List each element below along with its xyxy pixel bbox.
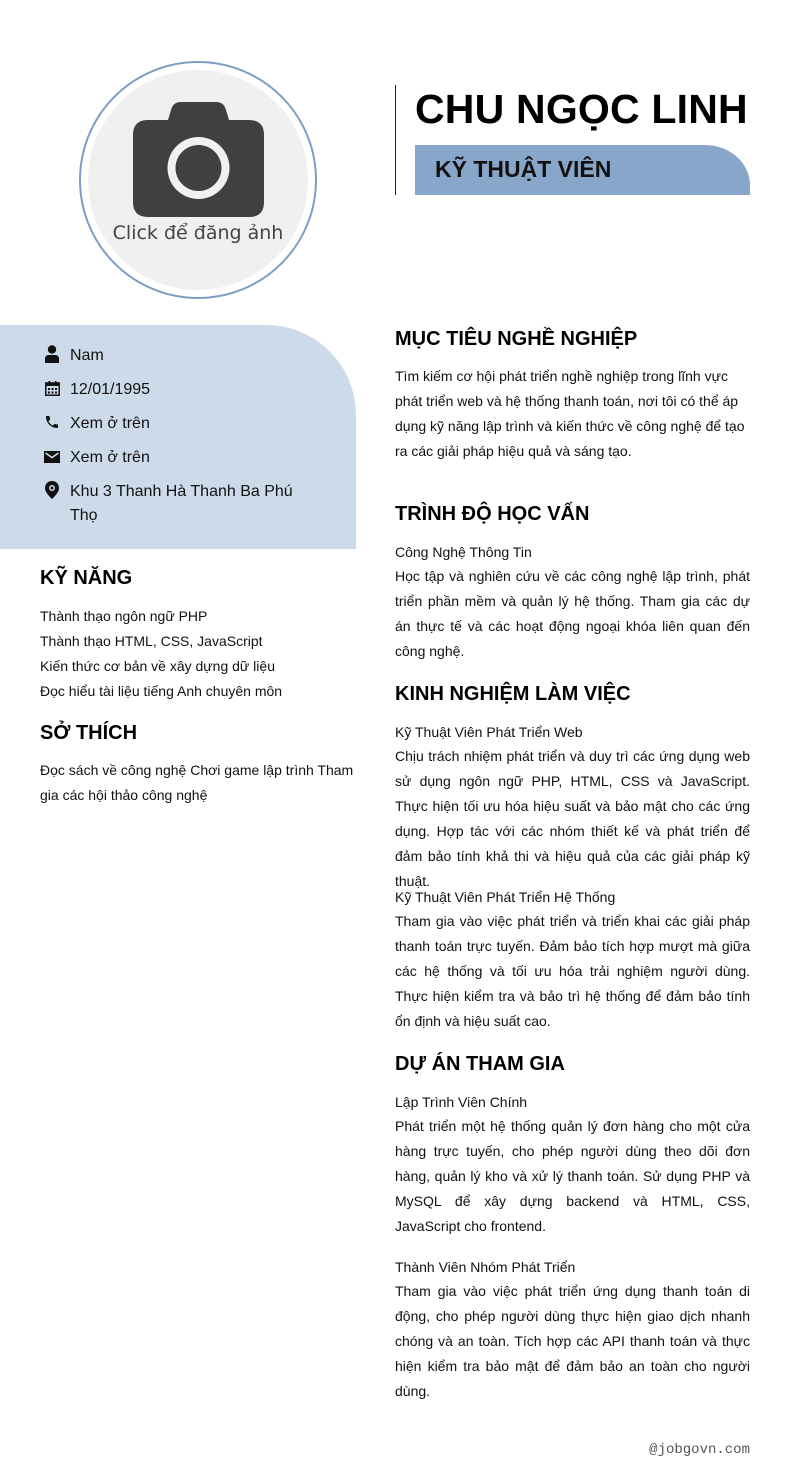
experience-position: Kỹ Thuật Viên Phát Triển Hệ Thống [395, 889, 616, 905]
skills-title: KỸ NĂNG [40, 567, 133, 589]
education-title: TRÌNH ĐỘ HỌC VẤN [395, 503, 590, 525]
objective-title: MỤC TIÊU NGHỀ NGHIỆP [395, 328, 638, 350]
experience-position: Kỹ Thuật Viên Phát Triển Web [395, 724, 583, 740]
person-icon [42, 344, 62, 364]
project-role: Lập Trình Viên Chính [395, 1094, 528, 1110]
education-major: Công Nghệ Thông Tin [395, 544, 532, 560]
projects-title: DỰ ÁN THAM GIA [395, 1053, 565, 1075]
email-value: Xem ở trên [70, 449, 150, 466]
skill-item: Kiến thức cơ bản về xây dựng dữ liệu [40, 658, 275, 674]
job-title: KỸ THUẬT VIÊN [435, 156, 612, 182]
candidate-name: CHU NGỌC LINH [415, 86, 748, 132]
skill-item: Đọc hiểu tài liệu tiếng Anh chuyên môn [40, 683, 283, 699]
job-title-band [415, 145, 750, 195]
hobbies-text: Đọc sách về công nghệ Chơi game lập trình Tham gia các hội thảo công nghệ [40, 762, 354, 803]
objective-text: Tìm kiếm cơ hội phát triển nghề nghiệp trong lĩnh vực phát triển web và hệ thống thanh toán, nơi tôi có thể áp dụng kỹ năng lập trình và kiến thức về công nghệ để tạo ra các giải pháp hiệu quả và sáng tạo. [395, 368, 745, 459]
experience-text: Tham gia vào việc phát triển và triển khai các giải pháp thanh toán trực tuyến. Đảm bảo tích hợp mượt mà giữa các hệ thống và tối ưu hóa trải nghiệm người dùng. Thực hiện kiểm tra và bảo trì hệ thống để đảm bảo tính ổn định và hiệu suất cao. [395, 913, 750, 1029]
info-address [42, 480, 310, 528]
education-text: Học tập và nghiên cứu về các công nghệ lập trình, phát triển phần mềm và quản lý hệ thống. Tham gia các dự án thực tế và các hoạt động ngoại khóa liên quan đến công nghệ. [395, 568, 750, 659]
gender-value: Nam [70, 347, 104, 364]
hobbies-title: SỞ THÍCH [40, 722, 138, 744]
email-icon [42, 446, 62, 466]
location-pin-icon [42, 480, 62, 500]
camera-icon [133, 102, 264, 217]
info-birthdate [42, 378, 310, 402]
skill-item: Thành thạo ngôn ngữ PHP [40, 608, 208, 624]
phone-value: Xem ở trên [70, 415, 150, 432]
experience-text: Chịu trách nhiệm phát triển và duy trì các ứng dụng web sử dụng ngôn ngữ PHP, HTML, CSS và JavaScript. Thực hiện tối ưu hóa hiệu suất và bảo mật cho các ứng dụng. Hợp tác với các nhóm thiết kế và phát triển để đảm bảo tính khả thi và hiệu quả của các giải pháp kỹ thuật. [395, 748, 750, 889]
avatar-caption[interactable]: Click để đăng ảnh [112, 222, 284, 244]
birthdate-value: 12/01/1995 [70, 381, 151, 398]
skill-item: Thành thạo HTML, CSS, JavaScript [40, 633, 263, 649]
info-gender [42, 344, 310, 368]
project-text: Tham gia vào việc phát triển ứng dụng thanh toán di động, cho phép người dùng thực hiện giao dịch nhanh chóng và an toàn. Tích hợp các API thanh toán và thực hiện kiểm tra bảo mật để đảm bảo an toàn cho người dùng. [395, 1283, 750, 1399]
project-role: Thành Viên Nhóm Phát Triển [395, 1259, 576, 1275]
info-phone [42, 412, 310, 436]
avatar-placeholder[interactable] [88, 70, 308, 290]
watermark: @jobgovn.com [649, 1442, 750, 1458]
address-value: Khu 3 Thanh Hà Thanh Ba Phú Thọ [70, 483, 293, 524]
avatar-upload[interactable] [79, 61, 317, 299]
header-divider [395, 85, 396, 195]
calendar-icon [42, 378, 62, 398]
info-email [42, 446, 310, 470]
phone-icon [42, 412, 62, 432]
project-text: Phát triển một hệ thống quản lý đơn hàng cho một cửa hàng trực tuyến, cho phép người dùng theo dõi đơn hàng, quản lý kho và xử lý thanh toán. Sử dụng PHP và MySQL để xây dựng backend và HTML, CSS, JavaScript cho frontend. [395, 1118, 750, 1234]
experience-title: KINH NGHIỆM LÀM VIỆC [395, 683, 631, 705]
